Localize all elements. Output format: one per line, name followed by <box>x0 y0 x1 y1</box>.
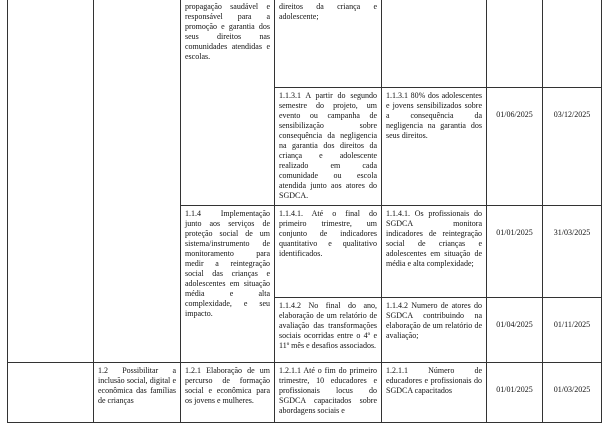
start-date-cell: 01/01/2025 <box>487 206 543 298</box>
indicator-cell: 1.2.1.1 Número de educadores e profissionais do SGDCA capacitados <box>382 363 487 423</box>
indicator-cell: 1.1.4.1. Os profissionais do SGDCA monitora indicadores de reintegração social de crianças e adolescentes em situação de média e alta complexidade; <box>382 206 487 298</box>
result-cell: propagação saudável e responsável para a promoção e garantia dos seus direitos nas comunidades atendidas e escolas. <box>181 0 275 206</box>
empty-cell <box>8 363 94 423</box>
start-date-cell: 01/04/2025 <box>487 298 543 363</box>
indicator-cell: 1.1.4.2 Numero de atores do SGDCA contribuindo na elaboração de um relatório de avaliação; <box>382 298 487 363</box>
activity-cell: 1.1.4.2 No final do ano, elaboração de um relatório de avaliação das transformações sociais ocorridas entre o 4º e 11º mês e desafios associados. <box>275 298 382 363</box>
objective-cell: 1.2 Possibilitar a inclusão social, digital e econômica das famílias de crianças <box>94 363 181 423</box>
activity-cell: 1.1.4.1. Até o final do primeiro trimestre, um conjunto de indicadores quantitativo e qualitativo identificados. <box>275 206 382 298</box>
start-date-cell: 01/06/2025 <box>487 88 543 206</box>
activity-cell: 1.2.1.1 Até o fim do primeiro trimestre, 10 educadores e profissionais locus do SGDCA capacitados sobre abordagens sociais e <box>275 363 382 423</box>
end-date-cell: 01/11/2025 <box>543 298 602 363</box>
end-date-cell: 01/03/2025 <box>543 363 602 423</box>
start-date-cell: 01/01/2025 <box>487 363 543 423</box>
end-date-cell: 31/03/2025 <box>543 206 602 298</box>
activity-cell: direitos da criança e adolescente; <box>275 0 382 88</box>
result-cell: 1.2.1 Elaboração de um percurso de formação social e econômica para os jovens e mulheres. <box>181 363 275 423</box>
empty-cell <box>487 0 543 88</box>
empty-cell <box>94 0 181 363</box>
result-cell: 1.1.4 Implementação junto aos serviços de proteção social de um sistema/instrumento de monitoramento para medir a reintegração social das crianças e adolescentes em situação média e alta complexidade, e seu impacto. <box>181 206 275 363</box>
activity-cell: 1.1.3.1 A partir do segundo semestre do projeto, um evento ou campanha de sensibilização sobre consequência da negligencia na garantia dos direitos da criança e adolescente realizado em cada comunidade ou escola atendida junto aos atores do SGDCA. <box>275 88 382 206</box>
end-date-cell: 03/12/2025 <box>543 88 602 206</box>
table-row <box>8 0 602 88</box>
empty-cell <box>543 0 602 88</box>
empty-cell <box>382 0 487 88</box>
project-logframe-table <box>7 0 602 423</box>
empty-cell <box>8 0 94 363</box>
table-row <box>8 363 602 423</box>
indicator-cell: 1.1.3.1 80% dos adolescentes e jovens sensibilizados sobre a consequência da negligencia na garantia dos seus direitos. <box>382 88 487 206</box>
